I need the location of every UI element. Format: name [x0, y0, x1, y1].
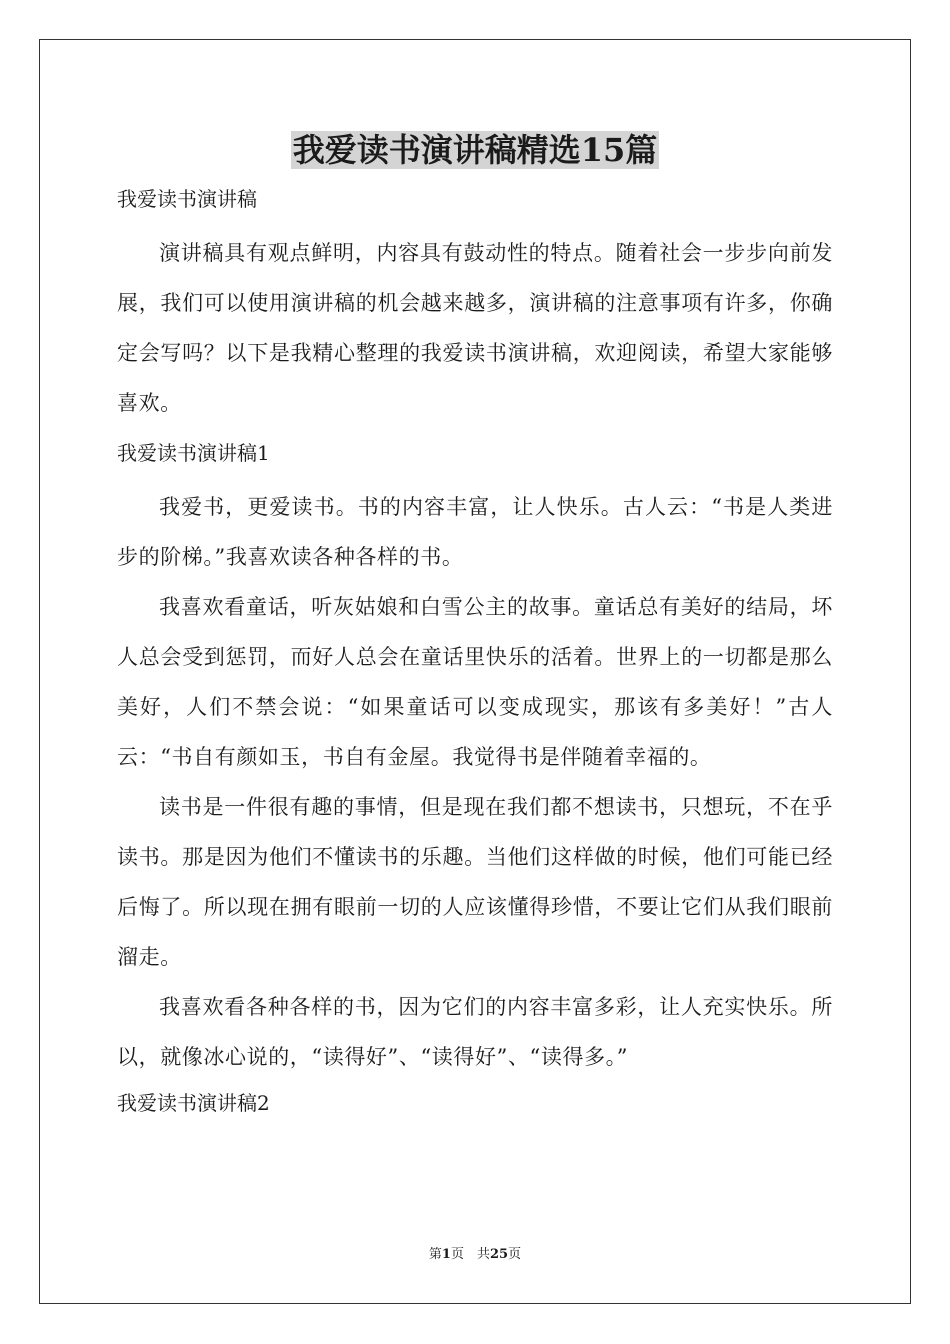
- document-title: [117, 128, 833, 172]
- page-footer: [0, 1246, 950, 1264]
- section1-paragraph-1: 我爱书，更爱读书。书的内容丰富，让人快乐。古人云：“书是人类进步的阶梯。”我喜欢读各种各样的书。: [117, 495, 833, 569]
- footer-page-mid: 页 共: [450, 1247, 490, 1262]
- section2-heading: 我爱读书演讲稿2: [117, 1091, 270, 1115]
- footer-page-current: 1: [441, 1247, 451, 1262]
- document-title-text: 我爱读书演讲稿精选15篇: [292, 131, 658, 169]
- section1-heading: 我爱读书演讲稿1: [117, 441, 270, 465]
- section1-paragraph-3: 读书是一件很有趣的事情，但是现在我们都不想读书，只想玩，不在乎读书。那是因为他们不懂读书的乐趣。当他们这样做的时候，他们可能已经后悔了。所以现在拥有眼前一切的人应该懂得珍惜，不要让它们从我们眼前溜走。: [117, 795, 833, 969]
- section1-paragraph-4: 我喜欢看各种各样的书，因为它们的内容丰富多彩，让人充实快乐。所以，就像冰心说的，“读得好”、“读得好”、“读得多。”: [117, 995, 833, 1069]
- footer-page-suffix: 页: [508, 1247, 522, 1262]
- section1-paragraph-2: 我喜欢看童话，听灰姑娘和白雪公主的故事。童话总有美好的结局，坏人总会受到惩罚，而好人总会在童话里快乐的活着。世界上的一切都是那么美好，人们不禁会说：“如果童话可以变成现实，那该有多美好！”古人云：“书自有颜如玉，书自有金屋。我觉得书是伴随着幸福的。: [117, 595, 833, 769]
- footer-page-prefix: 第: [428, 1247, 442, 1262]
- intro-paragraph: 演讲稿具有观点鲜明，内容具有鼓动性的特点。随着社会一步步向前发展，我们可以使用演讲稿的机会越来越多，演讲稿的注意事项有许多，你确定会写吗？以下是我精心整理的我爱读书演讲稿，欢迎阅读，希望大家能够喜欢。: [117, 241, 833, 415]
- intro-heading: 我爱读书演讲稿: [117, 187, 257, 211]
- footer-page-total: 25: [489, 1247, 509, 1262]
- document-body: [117, 178, 833, 1132]
